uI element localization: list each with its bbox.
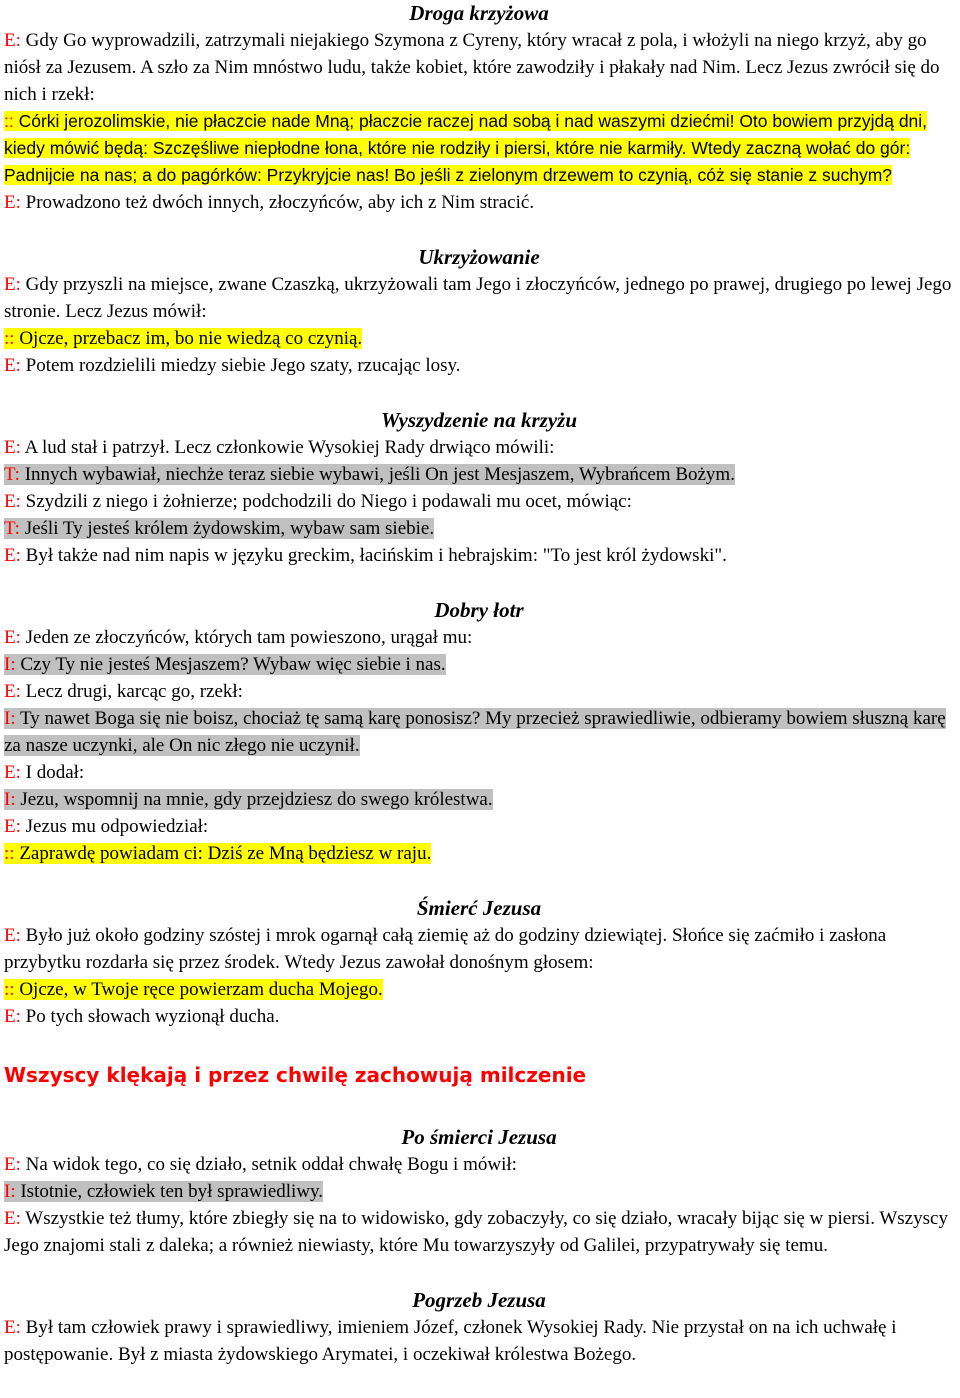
line-text: Gdy przyszli na miejsce, zwane Czaszką, ukrzyżowali tam Jego i złoczyńców, jednego po prawej, drugiego po lewej Jego stronie. Lecz Jezus mówił: — [4, 274, 952, 322]
narrator-line — [4, 189, 954, 216]
line-text: Zaprawdę powiadam ci: Dziś ze Mną będziesz w raju. — [14, 843, 432, 864]
individual-line — [4, 1178, 954, 1205]
narrator-line — [4, 434, 954, 461]
speaker-label: E: — [4, 437, 21, 458]
section-title: Wyszydzenie na krzyżu — [380, 408, 578, 432]
line-text: Ojcze, przebacz im, bo nie wiedzą co czynią. — [14, 328, 363, 349]
section-title: Ukrzyżowanie — [418, 245, 540, 269]
speaker-label: :: — [4, 328, 15, 349]
narrator-line — [4, 27, 954, 108]
narrator-line — [4, 813, 954, 840]
speaker-label: :: — [4, 111, 14, 131]
narrator-line — [4, 352, 954, 379]
individual-line — [4, 705, 954, 759]
speaker-label: :: — [4, 979, 15, 1000]
individual-line — [4, 786, 954, 813]
line-text: Ty nawet Boga się nie boisz, chociaż tę samą karę ponosisz? My przecież sprawiedliwie, odbieramy bowiem słuszną karę za nasze uczynki, ale On nic złego nie uczynił. — [4, 708, 946, 756]
speaker-label: E: — [4, 30, 21, 51]
line-text: Szydzili z niego i żołnierze; podchodzili do Niego i podawali mu ocet, mówiąc: — [20, 491, 632, 512]
line-text: Gdy Go wyprowadzili, zatrzymali niejakiego Szymona z Cyreny, który wracał z pola, i włożyli na niego krzyż, aby go niósł za Jezusem. A szło za Nim mnóstwo ludu, także kobiet, które zawodziły i płakały nad Nim. Lecz Jezus zwrócił się do nich i rzekł: — [4, 30, 940, 105]
narrator-line — [4, 488, 954, 515]
narrator-line — [4, 1205, 954, 1259]
section-title: Dobry łotr — [434, 598, 524, 622]
line-text: Jezus mu odpowiedział: — [20, 816, 209, 837]
line-text: Ojcze, w Twoje ręce powierzam ducha Mojego. — [14, 979, 383, 1000]
line-text: Lecz drugi, karcąc go, rzekł: — [20, 681, 243, 702]
section-title: Po śmierci Jezusa — [401, 1125, 557, 1149]
speaker-label: E: — [4, 1006, 21, 1027]
line-text: Jeśli Ty jesteś królem żydowskim, wybaw sam siebie. — [19, 518, 435, 539]
section-title: Droga krzyżowa — [409, 1, 549, 25]
line-text: Jeden ze złoczyńców, których tam powieszono, urągał mu: — [20, 627, 473, 648]
speaker-label: T: — [4, 518, 20, 539]
section-title: Śmierć Jezusa — [416, 896, 542, 920]
line-text: Innych wybawiał, niechże teraz siebie wybawi, jeśli On jest Mesjaszem, Wybrańcem Bożym. — [19, 464, 735, 485]
line-text: Było już około godziny szóstej i mrok ogarnął całą ziemię aż do godziny dziewiątej. Słońce się zaćmiło i zasłona przybytku rozdarła się przez środek. Wtedy Jezus zawołał donośnym głosem: — [4, 925, 887, 973]
jesus-line — [4, 840, 954, 867]
jesus-line — [4, 108, 954, 189]
speaker-label: E: — [4, 545, 21, 566]
individual-line — [4, 651, 954, 678]
line-text: Istotnie, człowiek ten był sprawiedliwy. — [15, 1181, 324, 1202]
line-text: Prowadzono też dwóch innych, złoczyńców, aby ich z Nim stracić. — [20, 192, 535, 213]
speaker-label: E: — [4, 816, 21, 837]
narrator-line — [4, 271, 954, 325]
line-text: Na widok tego, co się działo, setnik oddał chwałę Bogu i mówił: — [20, 1154, 517, 1175]
speaker-label: E: — [4, 274, 21, 295]
section-title: Pogrzeb Jezusa — [412, 1288, 546, 1312]
line-text: Był także nad nim napis w języku greckim, łacińskim i hebrajskim: "To jest król żydowski". — [20, 545, 727, 566]
speaker-label: E: — [4, 355, 21, 376]
speaker-label: E: — [4, 627, 21, 648]
speaker-label: I: — [4, 1181, 16, 1202]
speaker-label: E: — [4, 1208, 21, 1229]
line-text: Potem rozdzielili miedzy siebie Jego szaty, rzucając losy. — [20, 355, 461, 376]
speaker-label: E: — [4, 1154, 21, 1175]
line-text: Czy Ty nie jesteś Mesjaszem? Wybaw więc siebie i nas. — [15, 654, 446, 675]
speaker-label: T: — [4, 464, 20, 485]
narrator-line — [4, 1314, 954, 1368]
narrator-line — [4, 678, 954, 705]
crowd-line — [4, 515, 954, 542]
speaker-label: E: — [4, 491, 21, 512]
document-page — [4, 0, 954, 1368]
kneeling-instruction: Wszyscy klękają i przez chwilę zachowują milczenie — [4, 1063, 587, 1087]
narrator-line — [4, 1003, 954, 1030]
jesus-line — [4, 976, 954, 1003]
speaker-label: I: — [4, 708, 16, 729]
speaker-label: E: — [4, 762, 21, 783]
narrator-line — [4, 922, 954, 976]
speaker-label: E: — [4, 925, 21, 946]
speaker-label: E: — [4, 681, 21, 702]
line-text: I dodał: — [20, 762, 85, 783]
line-text: Jezu, wspomnij na mnie, gdy przejdziesz do swego królestwa. — [15, 789, 493, 810]
speaker-label: E: — [4, 1317, 21, 1338]
line-text: Był tam człowiek prawy i sprawiedliwy, imieniem Józef, członek Wysokiej Rady. Nie przystał on na ich uchwałę i postępowanie. Był z miasta żydowskiego Arymatei, i oczekiwał królestwa Bożego. — [4, 1317, 897, 1365]
line-text: Córki jerozolimskie, nie płaczcie nade Mną; płaczcie raczej nad sobą i nad waszymi dziećmi! Oto bowiem przyjdą dni, kiedy mówić będą: Szczęśliwe niepłodne łona, które nie rodziły i piersi, które nie karmiły. Wtedy zaczną wołać do gór: Padnijcie na nas; a do pagórków: Przykryjcie nas! Bo jeśli z zielonym drzewem to czynią, cóż się stanie z suchym? — [4, 111, 928, 185]
speaker-label: :: — [4, 843, 15, 864]
speaker-label: E: — [4, 192, 21, 213]
narrator-line — [4, 542, 954, 569]
jesus-line — [4, 325, 954, 352]
narrator-line — [4, 624, 954, 651]
line-text: Po tych słowach wyzionął ducha. — [20, 1006, 280, 1027]
narrator-line — [4, 759, 954, 786]
line-text: A lud stał i patrzył. Lecz członkowie Wysokiej Rady drwiąco mówili: — [20, 437, 555, 458]
crowd-line — [4, 461, 954, 488]
narrator-line — [4, 1151, 954, 1178]
speaker-label: I: — [4, 789, 16, 810]
line-text: Wszystkie też tłumy, które zbiegły się na to widowisko, gdy zobaczyły, co się działo, wracały bijąc się w piersi. Wszyscy Jego znajomi stali z daleka; a również niewiasty, które Mu towarzyszyły od Galilei, przypatrywały się temu. — [4, 1208, 948, 1256]
speaker-label: I: — [4, 654, 16, 675]
